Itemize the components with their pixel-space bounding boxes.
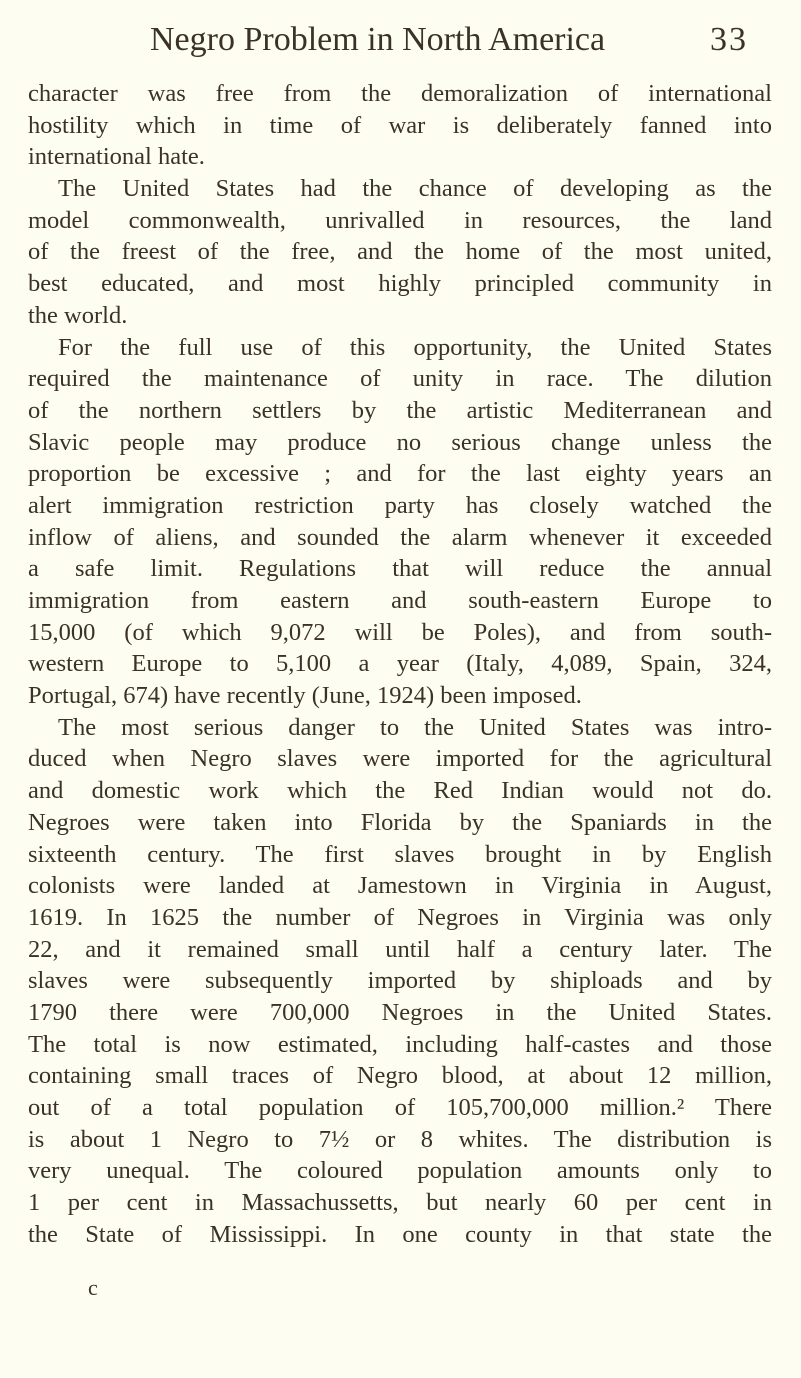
text-line: Portugal, 674) have recently (June, 1924) been imposed. (28, 682, 582, 710)
text-line: immigration from eastern and south-eastern Europe to (28, 587, 772, 614)
running-head-title: Negro Problem in North America (150, 21, 606, 58)
text-line: the world. (28, 301, 128, 329)
text-line: a safe limit. Regulations that will reduce the annual (28, 555, 772, 583)
text-line: western Europe to 5,100 a year (Italy, 4,089, Spain, 324, (28, 650, 772, 678)
text-line: 1790 there were 700,000 Negroes in the United States. (28, 998, 772, 1026)
text-line: 1619. In 1625 the number of Negroes in Virginia was only (28, 903, 772, 931)
text-line: international hate. (28, 143, 205, 171)
text-line: alert immigration restriction party has closely watched the (28, 491, 772, 519)
text-line: best educated, and most highly principled community in (28, 270, 772, 298)
text-line: For the full use of this opportunity, the United States (58, 333, 772, 361)
text-line: containing small traces of Negro blood, at about 12 million, (28, 1062, 772, 1090)
text-line: of the freest of the free, and the home of the most united, (28, 238, 772, 266)
text-line: the State of Mississippi. In one county in that state the (28, 1220, 772, 1248)
text-line: Slavic people may produce no serious change unless the (28, 428, 772, 456)
text-line: The United States had the chance of developing as the (58, 175, 772, 203)
signature-mark: c (88, 1275, 98, 1300)
text-line: inflow of aliens, and sounded the alarm whenever it exceeded (28, 523, 772, 551)
text-line: The total is now estimated, including half-castes and those (28, 1030, 772, 1058)
body-text (28, 78, 772, 1250)
text-line: character was free from the demoralization of international (28, 80, 772, 107)
text-line: 15,000 (of which 9,072 will be Poles), and from south- (28, 618, 772, 646)
text-line: 22, and it remained small until half a century later. The (28, 935, 772, 963)
text-line: required the maintenance of unity in race. The dilution (28, 365, 772, 393)
text-line: hostility which in time of war is deliberately fanned into (28, 111, 772, 139)
text-line: very unequal. The coloured population amounts only to (28, 1157, 772, 1185)
running-head (150, 20, 770, 60)
text-line: colonists were landed at Jamestown in Virginia in August, (28, 872, 772, 900)
text-line: out of a total population of 105,700,000 million.² There (28, 1094, 772, 1121)
text-line: sixteenth century. The first slaves brought in by English (28, 840, 772, 868)
text-line: 1 per cent in Massachussetts, but nearly 60 per cent in (28, 1189, 772, 1217)
text-line: The most serious danger to the United States was intro- (58, 713, 772, 741)
text-line: is about 1 Negro to 7½ or 8 whites. The distribution is (28, 1125, 772, 1153)
page-number: 33 (710, 21, 748, 58)
text-line: and domestic work which the Red Indian would not do. (28, 777, 772, 805)
text-line: slaves were subsequently imported by shiploads and by (28, 967, 772, 995)
text-line: Negroes were taken into Florida by the Spaniards in the (28, 808, 772, 836)
text-line: proportion be excessive ; and for the last eighty years an (28, 460, 772, 488)
text-line: of the northern settlers by the artistic Mediterranean and (28, 396, 772, 424)
text-line: duced when Negro slaves were imported for the agricultural (28, 745, 772, 773)
text-line: model commonwealth, unrivalled in resources, the land (28, 206, 772, 234)
